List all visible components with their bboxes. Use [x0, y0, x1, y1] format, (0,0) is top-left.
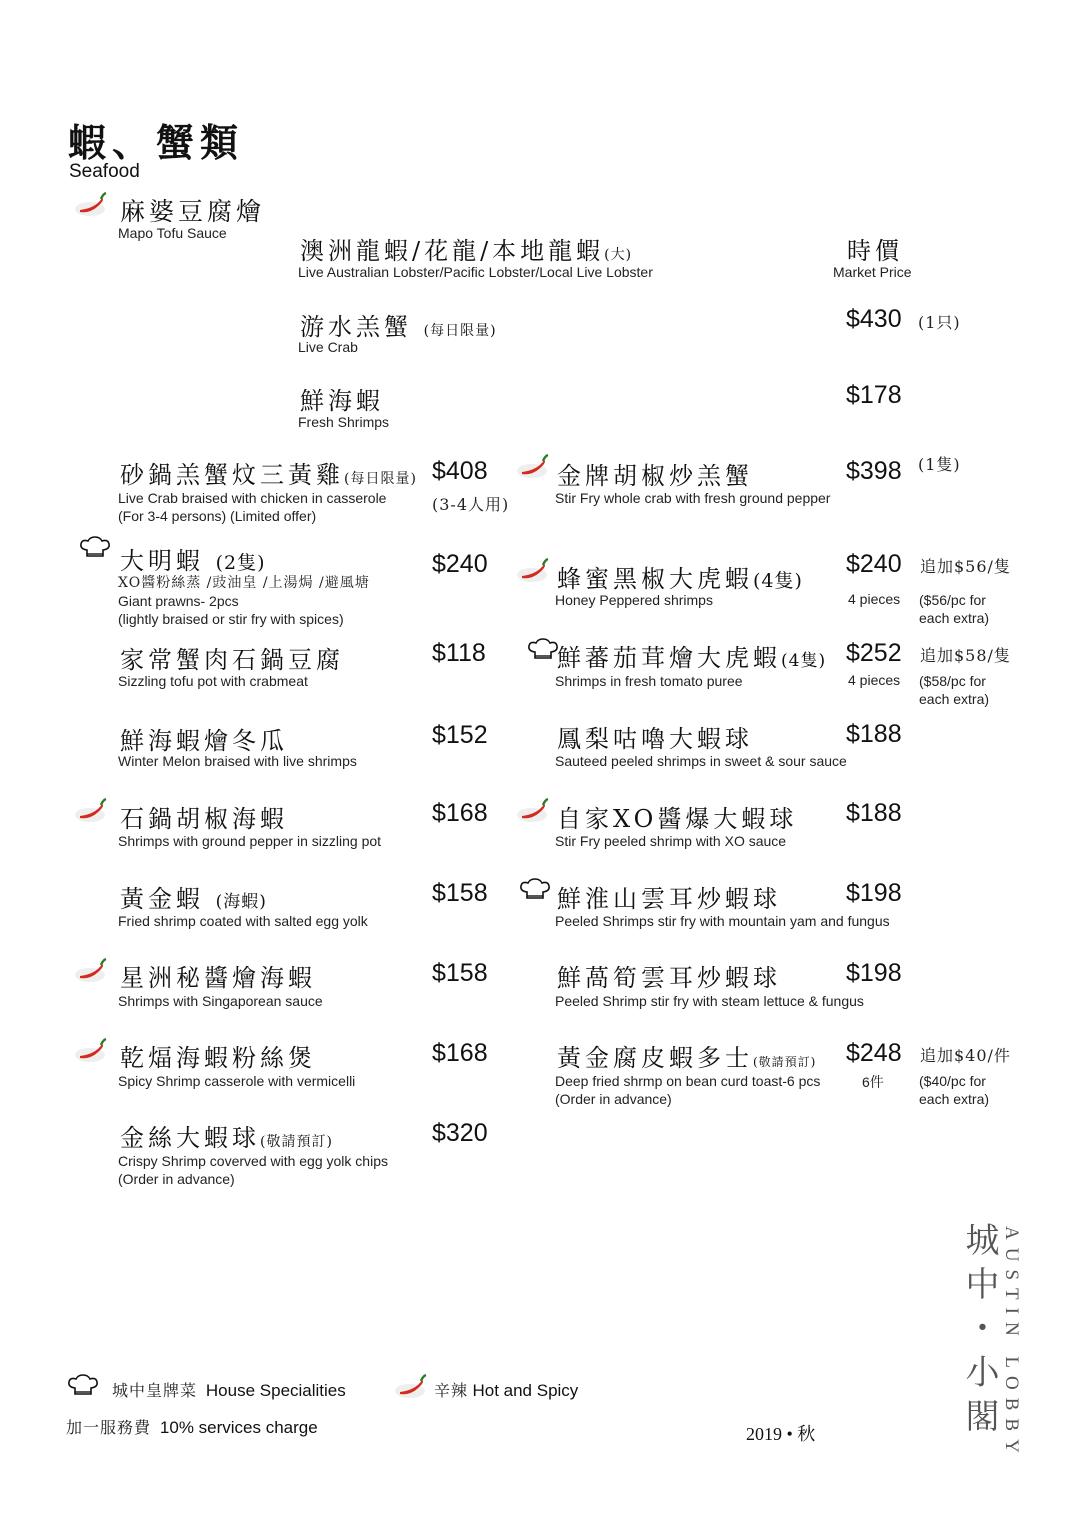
menu-item-desc: Spicy Shrimp casserole with vermicelli — [118, 1073, 356, 1089]
price: $168 — [432, 799, 488, 827]
menu-item-title: 鮮淮山雲耳炒蝦球 — [557, 885, 781, 913]
menu-item-title: 鮮海蝦 — [300, 387, 384, 415]
price: $198 — [846, 879, 902, 907]
price: $398 — [846, 457, 902, 485]
price: $198 — [846, 959, 902, 987]
menu-item-title: 鮮萵筍雲耳炒蝦球 — [557, 964, 781, 992]
menu-item-desc: Shrimps in fresh tomato puree — [555, 673, 743, 689]
chef-hat-icon — [518, 878, 552, 904]
market-price-en: Market Price — [833, 264, 912, 280]
price-note: (1隻) — [918, 455, 961, 474]
menu-item-desc: Peeled Shrimps stir fry with mountain yam and fungus — [555, 913, 890, 929]
price: $188 — [846, 720, 902, 748]
extra-price-cn: 追加$40/件 — [920, 1046, 1011, 1065]
menu-item-desc: Shrimps with Singaporean sauce — [118, 993, 323, 1009]
price: $158 — [432, 959, 488, 987]
price: $240 — [432, 550, 488, 578]
menu-item-desc: Live Australian Lobster/Pacific Lobster/Local Live Lobster — [298, 264, 653, 280]
extra-price-cn: 追加$58/隻 — [920, 646, 1011, 665]
legend-house: 城中皇牌菜 House Specialities — [112, 1381, 346, 1400]
menu-item-desc: Giant prawns- 2pcs (lightly braised or stir fry with spices) — [118, 593, 344, 627]
menu-item-title: 大明蝦 (2隻) — [120, 547, 266, 575]
price: $168 — [432, 1039, 488, 1067]
menu-item-desc: Crispy Shrimp coverved with egg yolk chips (Order in advance) — [118, 1153, 388, 1187]
menu-item-desc: Sauteed peeled shrimps in sweet & sour sauce — [555, 753, 847, 769]
price: $118 — [432, 639, 486, 667]
chili-icon — [394, 1372, 430, 1402]
menu-item-title: 金絲大蝦球(敬請預訂) — [120, 1124, 333, 1152]
menu-item-desc: Sizzling tofu pot with crabmeat — [118, 673, 308, 689]
legend-spicy: 辛辣 Hot and Spicy — [434, 1381, 579, 1400]
page-title: 蝦、蟹類 — [68, 121, 245, 165]
menu-item-desc: Fresh Shrimps — [298, 414, 390, 430]
chef-hat-icon — [66, 1374, 100, 1400]
page-subtitle: Seafood — [69, 161, 140, 182]
menu-item-title: 蜂蜜黑椒大虎蝦(4隻) — [557, 565, 803, 593]
price: $248 — [846, 1039, 902, 1067]
menu-item-title: 星洲秘醬燴海蝦 — [120, 964, 316, 992]
price-note: (3-4人用) — [432, 495, 510, 514]
pieces-count: 6件 — [862, 1074, 884, 1090]
service-charge: 加一服務費 10% services charge — [66, 1418, 318, 1437]
menu-item-title: 游水羔蟹 (每日限量) — [300, 313, 497, 341]
chili-icon — [516, 796, 552, 826]
menu-item-title: 石鍋胡椒海蝦 — [120, 805, 288, 833]
menu-item-desc: Winter Melon braised with live shrimps — [118, 753, 357, 769]
menu-item-title: 乾煏海蝦粉絲煲 — [120, 1044, 316, 1072]
mapo-subtitle: Mapo Tofu Sauce — [118, 225, 227, 241]
price: $240 — [846, 550, 902, 578]
chili-icon — [74, 1036, 110, 1066]
menu-item-desc: Live Crab braised with chicken in casserole (For 3-4 persons) (Limited offer) — [118, 490, 387, 524]
price-note: (1只) — [918, 313, 961, 332]
price: $178 — [846, 381, 902, 409]
menu-item-title: 家常蟹肉石鍋豆腐 — [120, 646, 344, 674]
chili-icon — [516, 452, 552, 482]
menu-item-title: 鮮海蝦燴冬瓜 — [120, 727, 288, 755]
brand-name-cn: 城中・小閣 — [959, 1222, 999, 1442]
price: $188 — [846, 799, 902, 827]
pieces-count: 4 pieces — [848, 591, 901, 607]
chili-icon — [74, 796, 110, 826]
price: $408 — [432, 457, 488, 485]
menu-item-desc: Shrimps with ground pepper in sizzling pot — [118, 833, 382, 849]
chef-hat-icon — [526, 638, 560, 664]
menu-item-desc: Fried shrimp coated with salted egg yolk — [118, 913, 368, 929]
chili-icon — [74, 956, 110, 986]
menu-item-title: 金牌胡椒炒羔蟹 — [557, 462, 753, 490]
brand-name-en: AUSTIN LOBBY — [1001, 1226, 1022, 1461]
menu-item-title: 澳洲龍蝦/花龍/本地龍蝦(大) — [300, 237, 633, 265]
price: $320 — [432, 1119, 488, 1147]
menu-item-desc: Stir Fry peeled shrimp with XO sauce — [555, 833, 787, 849]
market-price-cn: 時價 — [847, 237, 903, 265]
season-label: 2019 • 秋 — [746, 1424, 816, 1444]
mapo-title: 麻婆豆腐燴 — [120, 197, 266, 226]
extra-price-en: ($56/pc for each extra) — [919, 592, 990, 626]
menu-item-desc: Deep fried shrmp on bean curd toast-6 pcs (Order in advance) — [555, 1073, 821, 1107]
menu-item-title: 鮮蕃茄茸燴大虎蝦(4隻) — [557, 644, 827, 672]
menu-item-title: 黃金腐皮蝦多士(敬請預訂) — [557, 1044, 817, 1072]
extra-price-en: ($58/pc for each extra) — [919, 673, 990, 707]
price: $430 — [846, 305, 902, 333]
menu-item-title: 鳳梨咕嚕大蝦球 — [557, 725, 753, 753]
chef-hat-icon — [78, 536, 112, 562]
menu-item-desc: Honey Peppered shrimps — [555, 592, 713, 608]
menu-item-desc: Peeled Shrimp stir fry with steam lettuce & fungus — [555, 993, 864, 1009]
chili-icon — [516, 556, 552, 586]
menu-item-title: 自家XO醬爆大蝦球 — [557, 805, 798, 833]
pieces-count: 4 pieces — [848, 672, 901, 688]
extra-price-en: ($40/pc for each extra) — [919, 1073, 990, 1107]
menu-item-desc: Live Crab — [298, 339, 358, 355]
price: $252 — [846, 639, 902, 667]
menu-item-options: XO醬粉絲蒸 /豉油皇 /上湯焗 /避風塘 — [118, 575, 370, 591]
menu-item-title: 黃金蝦 (海蝦) — [120, 885, 267, 913]
extra-price-cn: 追加$56/隻 — [920, 557, 1011, 576]
menu-item-title: 砂鍋羔蟹炆三黃雞(每日限量) — [120, 461, 417, 489]
price: $158 — [432, 879, 488, 907]
price: $152 — [432, 721, 488, 749]
chili-icon — [74, 190, 110, 220]
menu-item-desc: Stir Fry whole crab with fresh ground pepper — [555, 490, 831, 506]
